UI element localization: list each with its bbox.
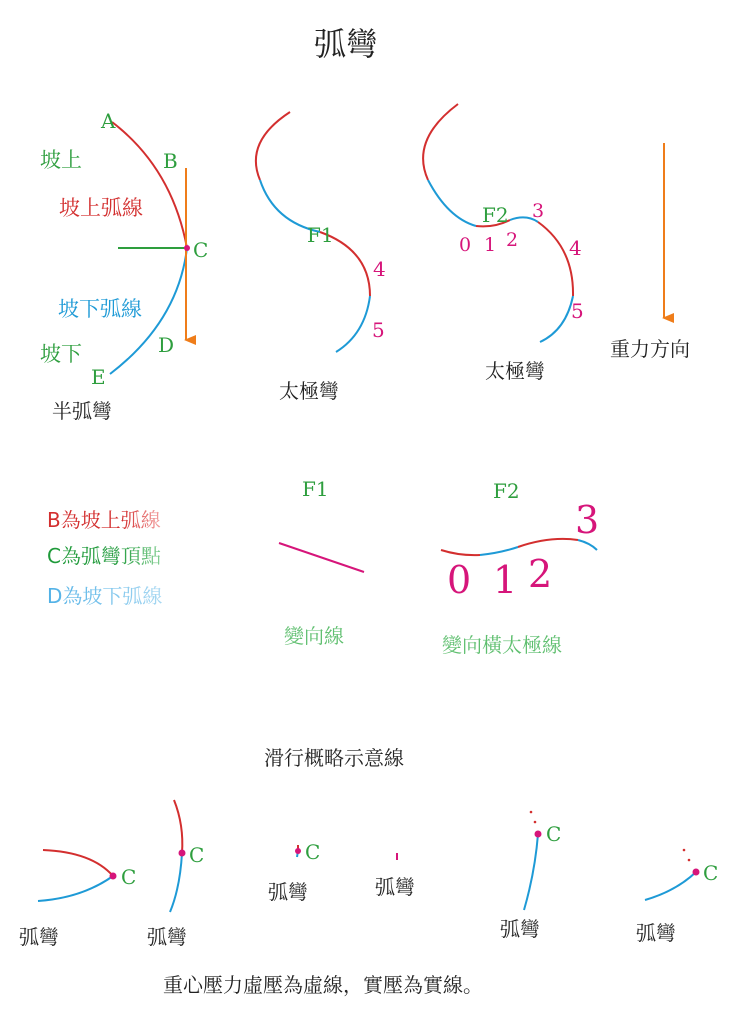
point-c-label: C	[193, 238, 209, 262]
sketch3-c-label: C	[305, 840, 321, 864]
sketch5-blue-arc	[524, 834, 538, 910]
taiji1-caption: 太極彎	[279, 379, 339, 403]
point-a-label: A	[101, 109, 116, 133]
sliding-title: 滑行概略示意線	[264, 746, 404, 770]
point-d-label: D	[158, 333, 175, 357]
sketch2-blue-arc	[170, 853, 182, 912]
sliding-sketch-5	[500, 811, 561, 941]
turn-line-stroke	[279, 543, 364, 572]
taiji-turn-2-figure	[423, 104, 584, 383]
taiji2-lower-arc	[538, 222, 573, 296]
taiji1-top-arc	[256, 112, 290, 180]
taiji2-label-4: 4	[569, 236, 582, 260]
gravity-direction-figure	[610, 143, 690, 361]
turn-taiji-label-0: 0	[447, 558, 472, 602]
taiji2-bottom-arc	[540, 296, 573, 342]
sketch6-c-label: C	[703, 861, 719, 885]
taiji1-label-4: 4	[373, 257, 386, 281]
sketch2-c-label: C	[189, 843, 205, 867]
sliding-sketch-3	[268, 840, 320, 904]
sketch6-dot-2	[688, 859, 691, 862]
page-title: 弧彎	[313, 25, 379, 63]
taiji2-label-3: 3	[532, 200, 545, 222]
turn-line-caption: 變向線	[284, 624, 344, 648]
half-arc-figure	[40, 109, 208, 423]
sketch6-point	[693, 869, 700, 876]
sketch5-c-label: C	[546, 822, 562, 846]
sketch1-red-arc	[43, 850, 113, 876]
sketch4-caption: 弧彎	[375, 875, 415, 899]
downhill-label: 坡下	[40, 342, 82, 366]
taiji2-f2-label: F2	[482, 203, 509, 227]
turn-taiji-red-right	[518, 539, 578, 547]
taiji2-left-mid-arc	[428, 180, 476, 226]
uphill-arc-label: 坡上弧線	[59, 196, 143, 220]
turn-taiji-label-2: 2	[528, 552, 553, 596]
taiji2-label-0: 0	[459, 234, 472, 256]
legend-d: D為坡下弧線	[47, 584, 163, 608]
turn-taiji-label-3: 3	[575, 498, 600, 542]
sketch1-blue-arc	[38, 876, 113, 901]
sliding-sketch-6	[636, 849, 718, 945]
sketch1-c-label: C	[121, 865, 137, 889]
legend	[47, 508, 162, 608]
turn-taiji-red-left	[441, 550, 480, 555]
taiji1-f1-label: F1	[307, 223, 334, 247]
sketch2-point	[179, 850, 186, 857]
turn-line-figure	[279, 477, 364, 648]
taiji-turn-1-figure	[256, 112, 386, 403]
sketch2-red-arc	[174, 800, 182, 853]
sketch5-point	[535, 831, 542, 838]
point-b-label: B	[163, 149, 178, 173]
sketch6-caption: 弧彎	[636, 921, 676, 945]
sketch3-caption: 弧彎	[268, 880, 308, 904]
sketch5-caption: 弧彎	[500, 917, 540, 941]
legend-b: B為坡上弧線	[47, 508, 161, 532]
sketch6-blue-arc	[645, 872, 696, 900]
turn-taiji-line-figure	[441, 479, 599, 657]
sliding-sketch-1	[19, 850, 136, 949]
half-arc-caption: 半弧彎	[52, 399, 112, 423]
legend-c: C為弧彎頂點	[47, 544, 161, 568]
taiji2-label-2: 2	[506, 229, 519, 251]
taiji2-label-5: 5	[571, 299, 584, 323]
turn-taiji-f2-label: F2	[493, 479, 520, 503]
sketch3-point	[295, 848, 301, 854]
sketch5-dot-2	[534, 821, 537, 824]
uphill-arc-curve	[112, 122, 187, 248]
sketch1-point	[110, 873, 117, 880]
sliding-sketch-2	[147, 800, 204, 949]
turn-taiji-caption: 變向橫太極線	[442, 633, 562, 657]
sketch1-caption: 弧彎	[19, 925, 59, 949]
taiji2-label-1: 1	[484, 234, 497, 256]
downhill-arc-label: 坡下弧線	[58, 297, 142, 321]
sketch6-dot-1	[683, 849, 686, 852]
uphill-label: 坡上	[40, 148, 82, 172]
taiji1-bottom-arc	[336, 296, 370, 352]
gravity-caption: 重力方向	[610, 337, 690, 361]
turn-taiji-label-1: 1	[493, 558, 518, 602]
sliding-sketch-4	[375, 853, 415, 899]
turn-line-f1-label: F1	[302, 477, 329, 501]
turn-taiji-blue-mid	[480, 547, 518, 555]
apex-point	[184, 245, 190, 251]
footer-note: 重心壓力虛壓為虛線，實壓為實線。	[163, 973, 483, 997]
sketch2-caption: 弧彎	[147, 925, 187, 949]
taiji1-label-5: 5	[372, 318, 385, 342]
point-e-label: E	[91, 365, 106, 389]
sketch5-dot-1	[530, 811, 533, 814]
taiji2-caption: 太極彎	[485, 359, 545, 383]
taiji2-top-arc	[423, 104, 458, 180]
